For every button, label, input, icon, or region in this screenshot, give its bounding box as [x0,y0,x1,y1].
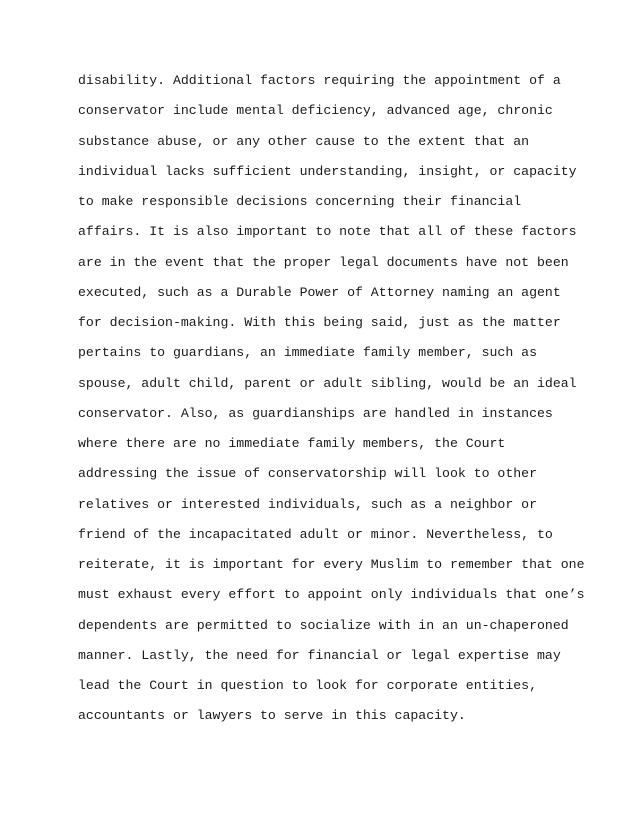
paragraph-line: manner. Lastly, the need for financial or legal expertise may [78,647,561,663]
paragraph-line: substance abuse, or any other cause to the extent that an [78,133,530,149]
paragraph-line: individual lacks sufficient understanding, insight, or capacity [78,163,577,179]
paragraph-line: conservator. Also, as guardianships are handled in instances [78,405,553,421]
paragraph-line: spouse, adult child, parent or adult sibling, would be an ideal [78,375,577,391]
paragraph-line: for decision-making. With this being said, just as the matter [78,315,561,330]
paragraph-line: pertains to guardians, an immediate family member, such as [78,345,537,361]
paragraph-line: are in the event that the proper legal documents have not been [78,254,569,270]
paragraph-line: dependents are permitted to socialize with in an un-chaperoned [78,617,569,633]
paragraph-line: executed, such as a Durable Power of Attorney naming an agent [78,284,561,300]
paragraph-line: addressing the issue of conservatorship will look to other [78,466,537,482]
paragraph-line: to make responsible decisions concerning their financial [78,194,522,209]
paragraph-line: reiterate, it is important for every Muslim to remember that one [78,557,585,572]
paragraph-line: where there are no immediate family members, the Court [78,436,506,451]
paragraph-line: accountants or lawyers to serve in this capacity. [78,708,466,724]
paragraph-line: conservator include mental deficiency, advanced age, chronic [78,103,553,119]
paragraph-line: must exhaust every effort to appoint only individuals that one’s [78,587,585,603]
paragraph-line: affairs. It is also important to note that all of these factors [78,224,577,240]
paragraph-line: lead the Court in question to look for corporate entities, [78,678,537,693]
body-paragraph [78,66,585,732]
paragraph-line: friend of the incapacitated adult or minor. Nevertheless, to [78,526,553,542]
paragraph-line: disability. Additional factors requiring the appointment of a [78,73,561,88]
paragraph-line: relatives or interested individuals, such as a neighbor or [78,496,537,512]
